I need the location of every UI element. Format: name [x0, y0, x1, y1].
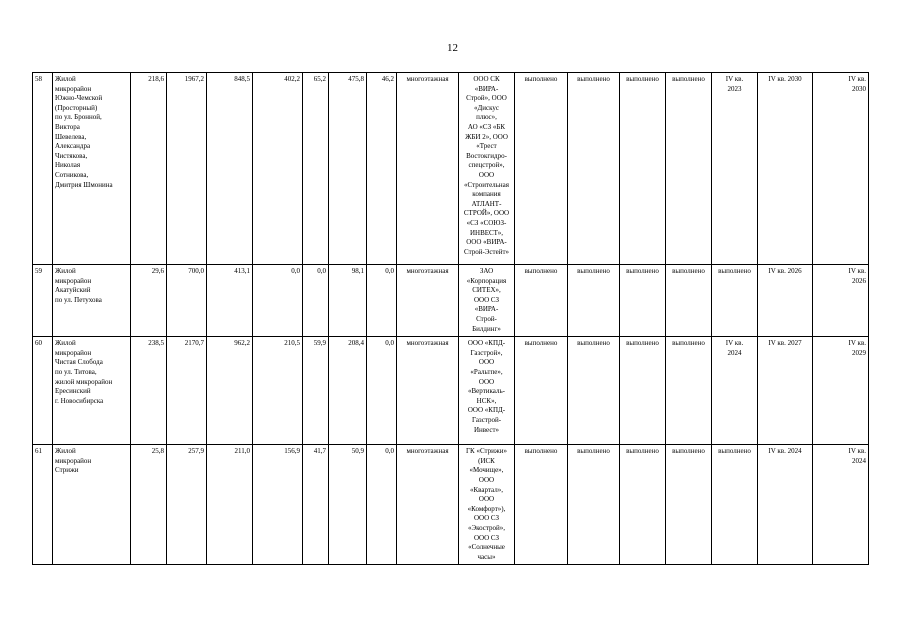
- project-name: [53, 73, 131, 265]
- value-c6: 156,9: [253, 445, 303, 565]
- developer-list: [459, 445, 515, 565]
- developer-list-line: «Экострой»,: [467, 523, 506, 532]
- developer-list-line: «Строительная: [464, 180, 509, 189]
- table-row: [33, 337, 869, 445]
- value-c8: 208,4: [329, 337, 367, 445]
- status-s4: выполнено: [666, 265, 712, 337]
- status-s4: выполнено: [666, 445, 712, 565]
- project-name-line: Александра: [55, 142, 91, 151]
- developer-list-line: «ВИРА-: [474, 305, 499, 314]
- project-name-line: Южно-Чемской: [55, 94, 103, 103]
- developer-list: [459, 337, 515, 445]
- developer-list-line: Инвест»: [473, 425, 499, 434]
- project-name-line: по ул. Титова,: [55, 367, 97, 376]
- developer-list-line: ООО: [478, 377, 495, 386]
- developer-list-line: Билдинг»: [472, 324, 501, 333]
- value-c8: 475,8: [329, 73, 367, 265]
- developer-list-line: «Комфорт»),: [467, 504, 506, 513]
- status-s1: выполнено: [515, 73, 568, 265]
- deadline-s7: [813, 337, 869, 445]
- row-number: 59: [33, 265, 53, 337]
- value-c8: 50,9: [329, 445, 367, 565]
- value-c6: 210,5: [253, 337, 303, 445]
- deadline-s6-line: IV кв. 2024: [768, 447, 802, 456]
- project-name-line: Ересинский: [55, 387, 91, 396]
- status-s1: выполнено: [515, 445, 568, 565]
- developer-list-line: ООО «ВИРА-: [466, 238, 507, 247]
- developer-list-line: «Трест: [476, 142, 497, 151]
- deadline-s7-line: 2026: [852, 276, 866, 285]
- deadline-s5: [712, 445, 758, 565]
- project-name-line: микрорайон: [55, 276, 92, 285]
- developer-list-line: «Мочище»,: [469, 466, 504, 475]
- project-name-line: микрорайон: [55, 84, 92, 93]
- developer-list-line: ИНВЕСТ»,: [469, 228, 504, 237]
- deadline-s6-line: IV кв. 2027: [768, 339, 802, 348]
- developer-list-line: «СЗ «СОЮЗ-: [466, 218, 507, 227]
- developer-list-line: ЗАО: [479, 267, 494, 275]
- project-name-line: Шевелева,: [55, 132, 87, 141]
- developer-list-line: СТРОЙ», ООО: [463, 209, 510, 218]
- building-type: многоэтажная: [397, 265, 459, 337]
- value-c6: 402,2: [253, 73, 303, 265]
- project-name-line: Жилой: [55, 339, 76, 348]
- developer-list-line: «Дискус: [473, 103, 500, 112]
- deadline-s7-line: 2029: [852, 348, 866, 357]
- developer-list-line: компания: [472, 190, 501, 199]
- deadline-s6-line: IV кв. 2030: [768, 75, 802, 83]
- deadline-s5-line: выполнено: [718, 447, 751, 456]
- value-c7: 41,7: [303, 445, 329, 565]
- deadline-s7-line: IV кв.: [848, 339, 866, 348]
- developer-list-line: СИТЕХ»,: [472, 286, 501, 295]
- table-row: [33, 265, 869, 337]
- building-type: многоэтажная: [397, 445, 459, 565]
- deadline-s5-line: 2023: [727, 84, 742, 93]
- status-s3: выполнено: [620, 445, 666, 565]
- value-c3: 25,8: [131, 445, 167, 565]
- status-s4: выполнено: [666, 337, 712, 445]
- building-type: многоэтажная: [397, 337, 459, 445]
- developer-list-line: АО «СЗ «БК: [467, 122, 506, 131]
- project-name: [53, 337, 131, 445]
- status-s1: выполнено: [515, 265, 568, 337]
- deadline-s5-line: IV кв.: [725, 75, 744, 83]
- developer-list-line: «Ральтпе»,: [470, 367, 503, 376]
- developer-list-line: Строй», ООО: [466, 94, 507, 103]
- developer-list-line: «Корпорация: [466, 276, 507, 285]
- deadline-s7-line: 2030: [852, 84, 866, 93]
- developer-list-line: спецстрой»,: [468, 161, 505, 170]
- value-c9: 46,2: [367, 73, 397, 265]
- table-row: [33, 445, 869, 565]
- developer-list-line: ООО: [478, 170, 495, 179]
- value-c4: 1967,2: [167, 73, 207, 265]
- project-name-line: Акатуйский: [55, 286, 91, 295]
- project-name-line: по ул. Бронной,: [55, 113, 102, 122]
- project-name-line: Жилой: [55, 267, 76, 275]
- deadline-s5: [712, 337, 758, 445]
- deadline-s7: [813, 445, 869, 565]
- value-c5: 211,0: [207, 445, 253, 565]
- status-s3: выполнено: [620, 337, 666, 445]
- developer-list-line: НСК»,: [476, 396, 497, 405]
- page-number: 12: [447, 42, 458, 54]
- developer-list: [459, 265, 515, 337]
- developer-list-line: ООО СЗ: [473, 533, 500, 542]
- value-c7: 59,9: [303, 337, 329, 445]
- developer-list-line: ООО СЗ: [473, 295, 500, 304]
- project-name-line: г. Новосибирска: [55, 396, 104, 405]
- project-name-line: Николая: [55, 161, 81, 170]
- developer-list-line: ЖБИ 2», ООО: [465, 132, 508, 141]
- value-c9: 0,0: [367, 445, 397, 565]
- deadline-s7: [813, 265, 869, 337]
- project-name-line: (Просторный): [55, 103, 98, 112]
- developer-list-line: ООО СЗ: [473, 514, 500, 523]
- project-name-line: микрорайон: [55, 456, 92, 465]
- project-name-line: Стрижи: [55, 466, 79, 475]
- developer-list-line: Газстрой-: [471, 415, 502, 424]
- project-name-line: Чистякова,: [55, 151, 88, 160]
- value-c3: 29,6: [131, 265, 167, 337]
- row-number: 61: [33, 445, 53, 565]
- deadline-s5: [712, 73, 758, 265]
- status-s2: выполнено: [568, 445, 620, 565]
- status-s4: выполнено: [666, 73, 712, 265]
- value-c4: 257,9: [167, 445, 207, 565]
- project-name-line: по ул. Петухова: [55, 295, 102, 304]
- status-s3: выполнено: [620, 265, 666, 337]
- status-s2: выполнено: [568, 73, 620, 265]
- project-name-line: жилой микрорайон: [55, 377, 113, 386]
- project-name: [53, 265, 131, 337]
- project-name-line: Жилой: [55, 447, 76, 456]
- deadline-s7-line: 2024: [852, 456, 866, 465]
- developer-list-line: ООО: [478, 358, 495, 367]
- project-name-line: Чистая Слобода: [55, 358, 103, 367]
- value-c8: 98,1: [329, 265, 367, 337]
- project-name: [53, 445, 131, 565]
- developer-list-line: Строй-: [476, 314, 497, 323]
- developer-list-line: (ИСК: [478, 456, 495, 465]
- deadline-s5-line: 2024: [727, 348, 742, 357]
- value-c3: 218,6: [131, 73, 167, 265]
- project-name-line: Сотникова,: [55, 170, 89, 179]
- deadline-s7-line: IV кв.: [848, 75, 866, 83]
- status-s3: выполнено: [620, 73, 666, 265]
- developer-list: [459, 73, 515, 265]
- developer-list-line: ООО: [478, 495, 495, 504]
- developer-list-line: «Солнечные: [468, 543, 505, 552]
- value-c9: 0,0: [367, 337, 397, 445]
- building-type: многоэтажная: [397, 73, 459, 265]
- deadline-s5-line: IV кв.: [725, 339, 744, 348]
- deadline-s7-line: IV кв.: [848, 267, 866, 275]
- developer-list-line: «Вертикаль-: [468, 387, 505, 396]
- project-name-line: Виктора: [55, 122, 80, 131]
- developer-list-line: плюс»,: [476, 113, 497, 122]
- value-c6: 0,0: [253, 265, 303, 337]
- project-name-line: микрорайон: [55, 348, 92, 357]
- project-table: [32, 72, 869, 565]
- value-c5: 962,2: [207, 337, 253, 445]
- deadline-s5: [712, 265, 758, 337]
- value-c4: 700,0: [167, 265, 207, 337]
- developer-list-line: ООО: [478, 475, 495, 484]
- row-number: 60: [33, 337, 53, 445]
- project-name-line: Жилой: [55, 75, 76, 83]
- value-c3: 238,5: [131, 337, 167, 445]
- developer-list-line: «ВИРА-: [474, 84, 499, 93]
- deadline-s7: [813, 73, 869, 265]
- value-c5: 848,5: [207, 73, 253, 265]
- status-s2: выполнено: [568, 265, 620, 337]
- deadline-s5-line: выполнено: [718, 267, 751, 275]
- developer-list-line: АТЛАНТ-: [471, 199, 502, 208]
- value-c9: 0,0: [367, 265, 397, 337]
- developer-list-line: Востокгидро-: [466, 151, 507, 160]
- deadline-s7-line: IV кв.: [848, 447, 866, 456]
- developer-list-line: Строй-Эстейт»: [464, 247, 509, 256]
- deadline-s6: [758, 337, 813, 445]
- value-c4: 2170,7: [167, 337, 207, 445]
- project-name-line: Дмитрия Шмонина: [55, 180, 113, 189]
- deadline-s6: [758, 265, 813, 337]
- value-c7: 0,0: [303, 265, 329, 337]
- table-row: [33, 73, 869, 265]
- developer-list-line: ООО «КПД-: [467, 339, 506, 348]
- status-s1: выполнено: [515, 337, 568, 445]
- developer-list-line: «Квартал»,: [470, 485, 503, 494]
- developer-list-line: ГК «Стрижи»: [465, 447, 507, 456]
- status-s2: выполнено: [568, 337, 620, 445]
- developer-list-line: часы»: [477, 552, 496, 561]
- developer-list-line: Газстрой»,: [470, 348, 503, 357]
- row-number: 58: [33, 73, 53, 265]
- deadline-s6: [758, 445, 813, 565]
- deadline-s6-line: IV кв. 2026: [768, 267, 802, 275]
- value-c5: 413,1: [207, 265, 253, 337]
- developer-list-line: ООО «КПД-: [467, 406, 506, 415]
- deadline-s6: [758, 73, 813, 265]
- value-c7: 65,2: [303, 73, 329, 265]
- developer-list-line: ООО СК: [473, 75, 500, 83]
